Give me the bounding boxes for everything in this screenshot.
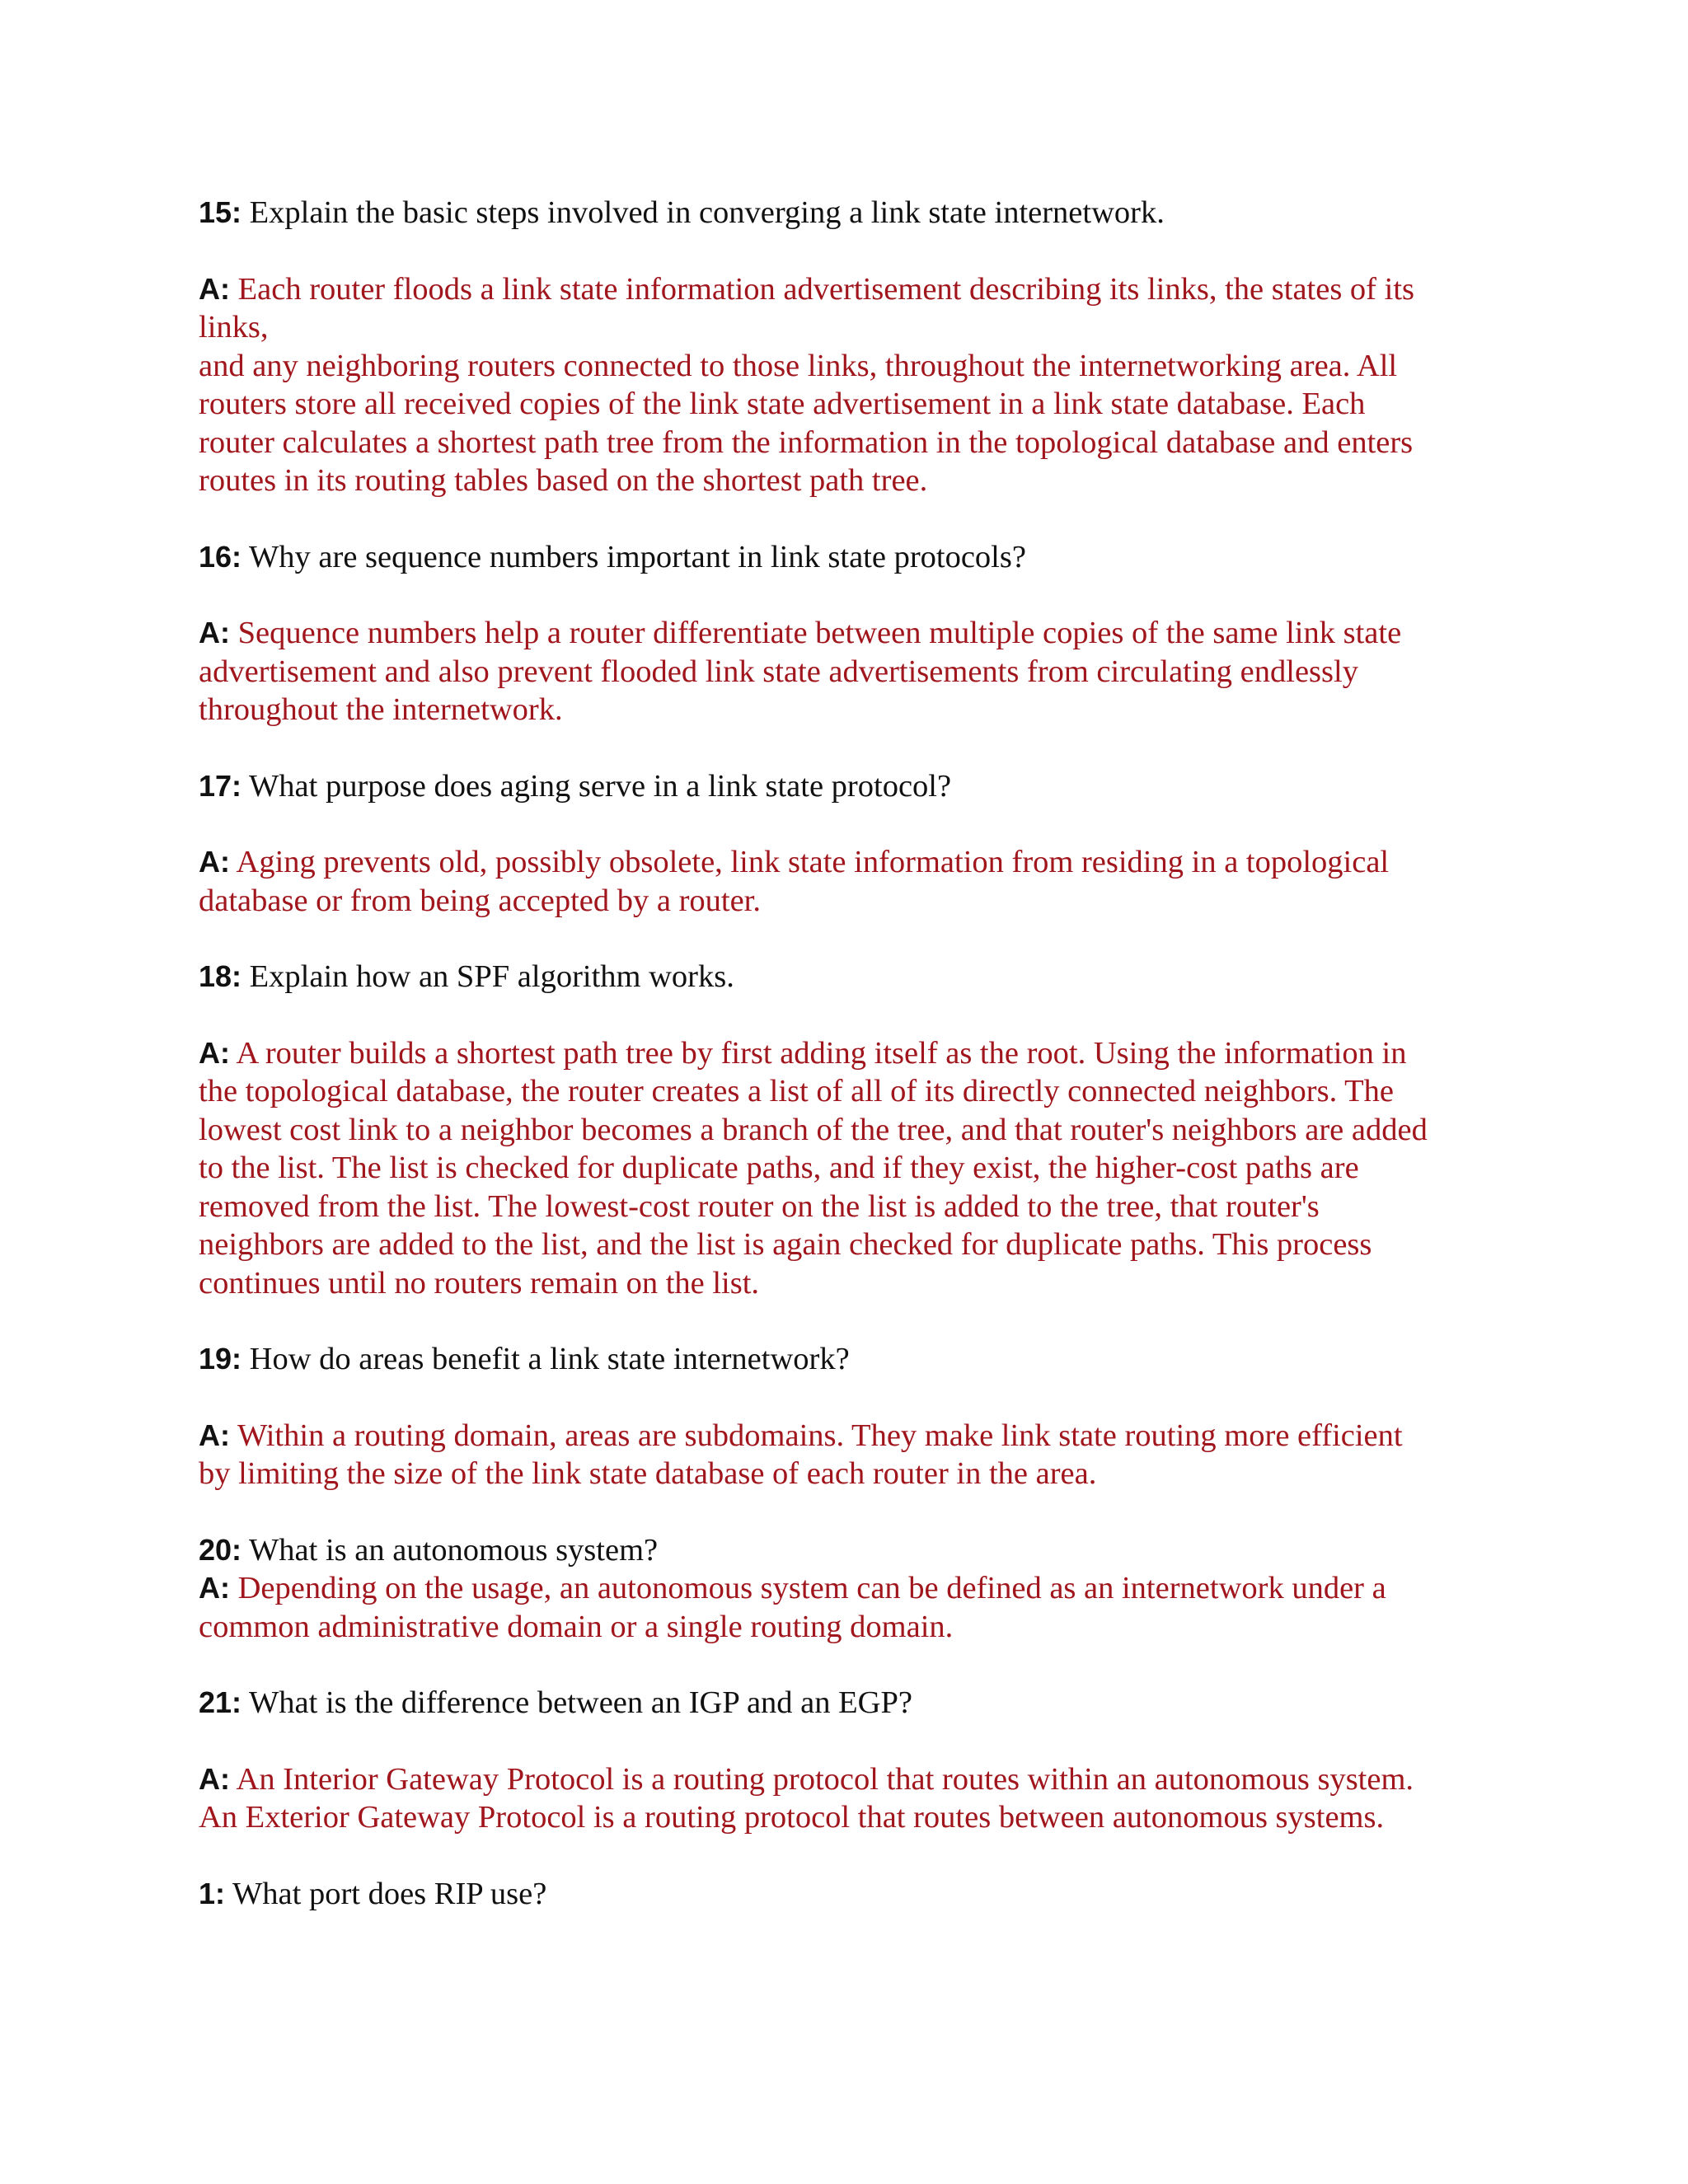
answer-text: common administrative domain or a single routing domain.: [199, 1609, 954, 1644]
answer-label: A:: [199, 1571, 230, 1605]
answer-label: A:: [199, 1035, 230, 1070]
answer-text: Aging prevents old, possibly obsolete, link state information from residing in a topological: [236, 845, 1390, 879]
answer-text: Depending on the usage, an autonomous system can be defined as an internetwork under a: [237, 1571, 1386, 1605]
qa-block: [199, 194, 1484, 538]
spacer: [199, 1722, 1484, 1760]
spacer: [199, 232, 1484, 270]
answer-text: lowest cost link to a neighbor becomes a branch of the tree, and that router's neighbors are added: [199, 1112, 1428, 1147]
question-text: How do areas benefit a link state internetwork?: [249, 1342, 850, 1376]
question-text: Explain the basic steps involved in converging a link state internetwork.: [249, 195, 1165, 230]
qa-block: [199, 958, 1484, 1340]
answer-line: [199, 1760, 1484, 1799]
answer-text: An Exterior Gateway Protocol is a routing protocol that routes between autonomous systems.: [199, 1800, 1385, 1835]
spacer: [199, 1646, 1484, 1684]
answer-line: [199, 843, 1484, 882]
answer-text: neighbors are added to the list, and the list is again checked for duplicate paths. This process: [199, 1227, 1372, 1262]
qa-block: [199, 538, 1484, 767]
answer-line: [199, 424, 1484, 462]
spacer: [199, 1493, 1484, 1531]
question-line: [199, 958, 1484, 996]
qa-content: [199, 194, 1484, 1913]
qa-block: [199, 767, 1484, 958]
answer-line: [199, 1149, 1484, 1188]
answer-text: the topological database, the router creates a list of all of its directly connected neighbors. The: [199, 1074, 1395, 1108]
answer-line: [199, 1417, 1484, 1455]
question-line: [199, 1531, 1484, 1570]
question-line: [199, 1340, 1484, 1379]
spacer: [199, 500, 1484, 538]
question-line: [199, 194, 1484, 232]
question-text: What purpose does aging serve in a link state protocol?: [248, 768, 952, 804]
answer-line: [199, 462, 1484, 500]
question-number: 16:: [199, 539, 242, 574]
answer-label: A:: [199, 271, 230, 306]
answer-text: database or from being accepted by a router.: [199, 883, 762, 918]
question-number: 21:: [199, 1685, 242, 1719]
spacer: [199, 576, 1484, 614]
answer-line: [199, 1072, 1484, 1111]
question-text: Why are sequence numbers important in link state protocols?: [248, 539, 1026, 574]
answer-text: links,: [199, 310, 269, 344]
spacer: [199, 1379, 1484, 1417]
answer-text: throughout the internetwork.: [199, 692, 563, 727]
qa-block: [199, 1340, 1484, 1531]
answer-text: An Interior Gateway Protocol is a routing protocol that routes within an autonomous system.: [236, 1761, 1414, 1797]
answer-line: [199, 308, 1484, 347]
question-text: Explain how an SPF algorithm works.: [249, 959, 734, 994]
spacer: [199, 729, 1484, 767]
answer-label: A:: [199, 1418, 230, 1452]
answer-line: [199, 1569, 1484, 1608]
answer-line: [199, 614, 1484, 653]
answer-text: routes in its routing tables based on the shortest path tree.: [199, 463, 928, 498]
question-line: [199, 538, 1484, 577]
answer-line: [199, 1798, 1484, 1837]
answer-text: Within a routing domain, areas are subdomains. They make link state routing more efficient: [237, 1418, 1403, 1453]
spacer: [199, 920, 1484, 958]
question-text: What is an autonomous system?: [248, 1532, 659, 1568]
answer-text: routers store all received copies of the link state advertisement in a link state database. Each: [199, 387, 1366, 421]
spacer: [199, 996, 1484, 1034]
answer-label: A:: [199, 845, 230, 879]
answer-line: [199, 1264, 1484, 1303]
answer-text: router calculates a shortest path tree from the information in the topological database and enters: [199, 424, 1414, 460]
qa-block: [199, 1531, 1484, 1685]
spacer: [199, 1837, 1484, 1875]
question-number: 1:: [199, 1876, 226, 1910]
answer-text: removed from the list. The lowest-cost router on the list is added to the tree, that router's: [199, 1188, 1320, 1224]
answer-text: to the list. The list is checked for duplicate paths, and if they exist, the higher-cost paths are: [199, 1151, 1359, 1185]
answer-line: [199, 691, 1484, 729]
answer-label: A:: [199, 1761, 230, 1796]
question-number: 18:: [199, 959, 242, 993]
answer-line: [199, 385, 1484, 424]
answer-line: [199, 347, 1484, 386]
answer-line: [199, 653, 1484, 691]
answer-text: Sequence numbers help a router differentiate between multiple copies of the same link state: [237, 616, 1402, 650]
answer-line: [199, 1111, 1484, 1150]
question-text: What port does RIP use?: [232, 1876, 547, 1911]
answer-line: [199, 1226, 1484, 1264]
answer-line: [199, 1455, 1484, 1493]
answer-text: advertisement and also prevent flooded link state advertisements from circulating endlessly: [199, 654, 1358, 689]
answer-line: [199, 1034, 1484, 1073]
qa-block: [199, 1684, 1484, 1875]
answer-text: Each router floods a link state information advertisement describing its links, the states of its: [237, 271, 1415, 307]
answer-text: A router builds a shortest path tree by first adding itself as the root. Using the information in: [236, 1035, 1407, 1071]
answer-line: [199, 882, 1484, 921]
answer-label: A:: [199, 616, 230, 649]
answer-line: [199, 1608, 1484, 1647]
question-text: What is the difference between an IGP and an EGP?: [248, 1685, 912, 1720]
question-number: 19:: [199, 1342, 242, 1376]
answer-text: and any neighboring routers connected to those links, throughout the internetworking area. All: [199, 348, 1398, 383]
final-question-line: [199, 1875, 1484, 1914]
spacer: [199, 805, 1484, 843]
question-line: [199, 767, 1484, 806]
answer-line: [199, 270, 1484, 309]
answer-line: [199, 1188, 1484, 1226]
answer-text: by limiting the size of the link state database of each router in the area.: [199, 1456, 1097, 1491]
question-line: [199, 1684, 1484, 1722]
question-number: 15:: [199, 195, 242, 229]
spacer: [199, 1302, 1484, 1340]
question-number: 17:: [199, 768, 242, 803]
question-number: 20:: [199, 1532, 242, 1567]
answer-text: continues until no routers remain on the list.: [199, 1265, 760, 1301]
